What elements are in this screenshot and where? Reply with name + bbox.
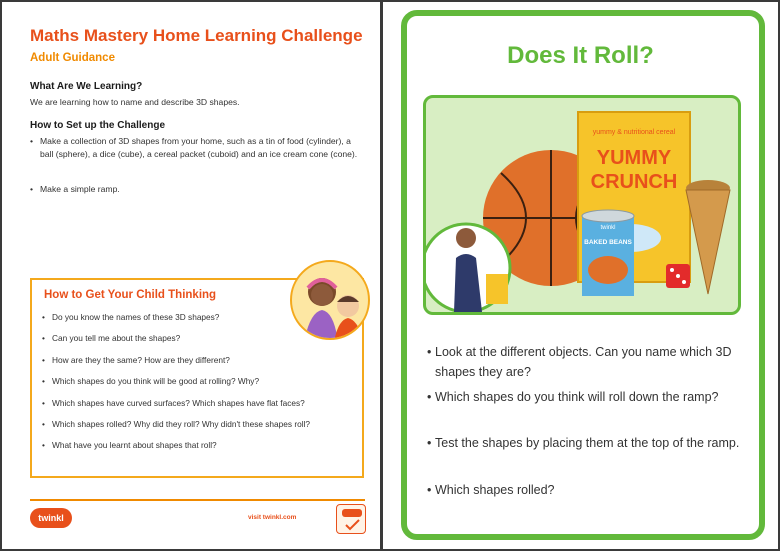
child-illustration <box>426 224 510 312</box>
objects-illustration <box>423 95 741 315</box>
page-subtitle: Adult Guidance <box>30 52 115 64</box>
setup-heading: How to Set up the Challenge <box>30 120 166 131</box>
setup-bullet: • Make a collection of 3D shapes from your home, such as a tin of food (cylinder), a ball (sphere), a dice (cube), a cereal packet (cuboid) and an ice cream cone (cone). <box>30 135 360 161</box>
question-item: • Do you know the names of these 3D shapes? <box>42 312 360 333</box>
activity-bullet: • Which shapes rolled? <box>427 480 743 500</box>
thinking-heading: How to Get Your Child Thinking <box>44 289 217 301</box>
twinkl-logo: twinkl <box>30 508 72 528</box>
learning-text: We are learning how to name and describe 3D shapes. <box>30 97 240 107</box>
tin-name-label: BAKED BEANS <box>584 239 632 246</box>
cereal-top-label: yummy & nutritional cereal <box>592 129 676 136</box>
question-item: • Which shapes do you think will be good at rolling? Why? <box>42 376 360 397</box>
bean-tin-icon <box>582 210 634 296</box>
question-item: • How are they the same? How are they different? <box>42 355 360 376</box>
activity-title: Does It Roll? <box>507 42 654 69</box>
ice-cream-cone-icon <box>686 180 730 294</box>
question-item: • What have you learnt about shapes that roll? <box>42 440 360 461</box>
tin-brand-label: twinkl <box>600 225 616 231</box>
activity-page <box>383 2 778 549</box>
learning-heading: What Are We Learning? <box>30 81 143 92</box>
question-item: • Which shapes have curved surfaces? Which shapes have flat faces? <box>42 398 360 419</box>
question-item: • Can you tell me about the shapes? <box>42 333 360 354</box>
activity-bullet: • Look at the different objects. Can you name which 3D shapes they are? <box>427 342 743 382</box>
adult-guidance-page <box>2 2 380 549</box>
activity-bullet: • Test the shapes by placing them at the top of the ramp. <box>427 433 743 453</box>
setup-bullet: • Make a simple ramp. <box>30 183 360 196</box>
cereal-name-line2: CRUNCH <box>590 171 678 193</box>
question-item: • Which shapes rolled? Why did they roll? Why didn't these shapes roll? <box>42 419 360 440</box>
page-title: Maths Mastery Home Learning Challenge <box>30 26 363 45</box>
dice-icon <box>666 264 690 288</box>
activity-bullet: • Which shapes do you think will roll down the ramp? <box>427 387 743 407</box>
visit-link[interactable]: visit twinkl.com <box>248 514 297 521</box>
quality-badge-icon <box>336 504 366 534</box>
cereal-name-line1: YUMMY <box>596 147 672 169</box>
footer-divider <box>30 499 365 501</box>
thinking-children-illustration <box>290 260 370 340</box>
